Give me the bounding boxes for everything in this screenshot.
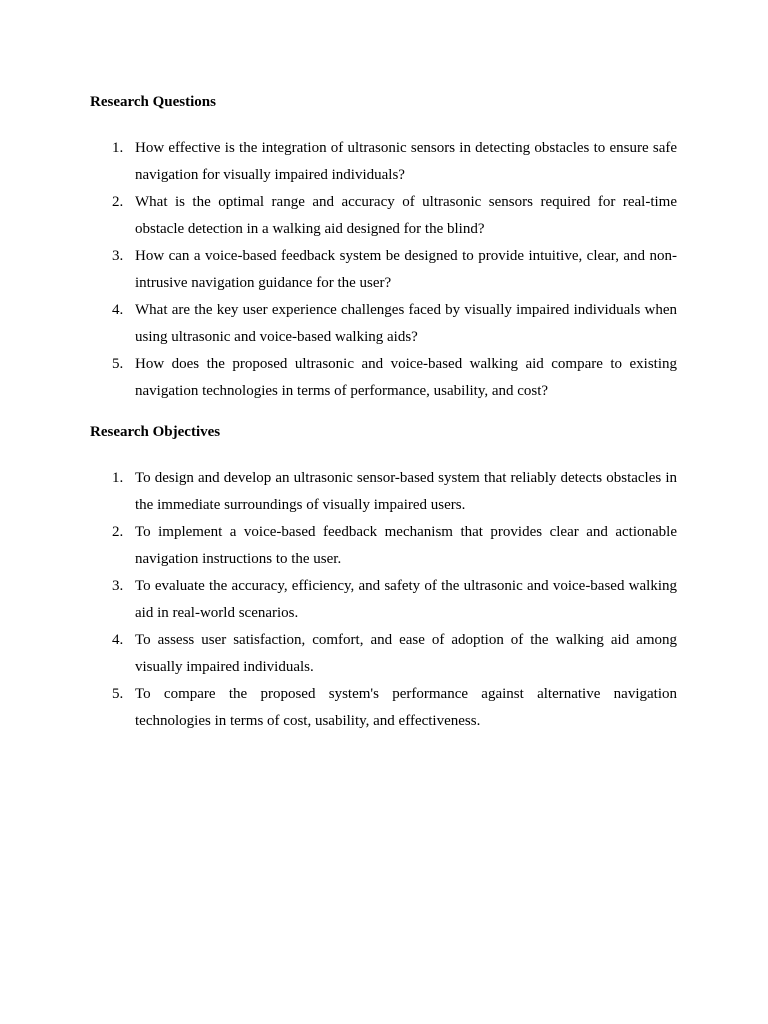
list-item: [90, 135, 677, 189]
list-item-number: 3.: [112, 578, 124, 594]
list-item: [90, 465, 677, 519]
list-item: [90, 519, 677, 573]
research-questions-heading: Research Questions: [90, 94, 216, 110]
list-item-text: How can a voice-based feedback system be designed to provide intuitive, clear, and non-intrusive navigation guidance for the user?: [135, 248, 677, 291]
list-item-number: 5.: [112, 356, 124, 372]
list-item-number: 3.: [112, 248, 124, 264]
list-item: [90, 243, 677, 297]
list-item: [90, 351, 677, 405]
list-item-number: 4.: [112, 302, 124, 318]
list-item-number: 4.: [112, 632, 124, 648]
research-questions-list: [90, 135, 677, 405]
list-item: [90, 297, 677, 351]
list-item-text: To compare the proposed system's performance against alternative navigation technologies in terms of cost, usability, and effectiveness.: [135, 686, 677, 729]
list-item: [90, 681, 677, 735]
list-item-text: How effective is the integration of ultrasonic sensors in detecting obstacles to ensure safe navigation for visually impaired individuals?: [135, 140, 677, 183]
list-item-text: To evaluate the accuracy, efficiency, and safety of the ultrasonic and voice-based walking aid in real-world scenarios.: [135, 578, 677, 621]
list-item-number: 1.: [112, 140, 124, 156]
list-item-text: How does the proposed ultrasonic and voice-based walking aid compare to existing navigation technologies in terms of performance, usability, and cost?: [135, 356, 677, 399]
list-item-number: 1.: [112, 470, 124, 486]
list-item-text: To design and develop an ultrasonic sensor-based system that reliably detects obstacles in the immediate surroundings of visually impaired users.: [135, 470, 677, 513]
list-item: [90, 627, 677, 681]
list-item-text: To assess user satisfaction, comfort, and ease of adoption of the walking aid among visually impaired individuals.: [135, 632, 677, 675]
list-item: [90, 573, 677, 627]
list-item-number: 2.: [112, 194, 124, 210]
list-item-text: To implement a voice-based feedback mechanism that provides clear and actionable navigation instructions to the user.: [135, 524, 677, 567]
list-item-number: 2.: [112, 524, 124, 540]
list-item-number: 5.: [112, 686, 124, 702]
research-objectives-heading: Research Objectives: [90, 424, 221, 440]
list-item: [90, 189, 677, 243]
list-item-text: What are the key user experience challenges faced by visually impaired individuals when using ultrasonic and voice-based walking aids?: [135, 302, 677, 345]
research-objectives-list: [90, 465, 677, 735]
list-item-text: What is the optimal range and accuracy of ultrasonic sensors required for real-time obstacle detection in a walking aid designed for the blind?: [135, 194, 677, 237]
